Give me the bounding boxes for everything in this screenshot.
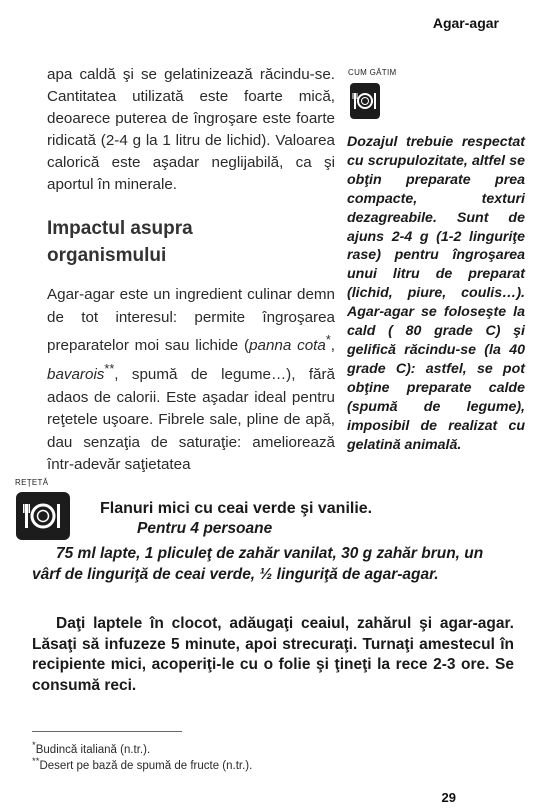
recipe-title: Flanuri mici cu ceai verde şi vanilie. (100, 500, 373, 517)
cum-gatim-box (347, 133, 525, 454)
footnote-2 (32, 756, 252, 772)
ingredients-text: 75 ml lapte, 1 pliculeţ de zahăr vanilat, 30 g zahăr brun, un vârf de linguriţă de ceai verde, ½ linguriţă de agar-agar. (32, 545, 484, 583)
cum-gatim-label: CUM GĂTIM (348, 68, 397, 77)
page-number: 29 (441, 790, 456, 805)
footnote-divider (32, 731, 182, 732)
section-heading-line1: Impactul asupra (47, 218, 193, 239)
plate-cutlery-icon (16, 492, 70, 540)
method-text: Daţi laptele în clocot, adăugaţi ceaiul, zahărul şi agar-agar. Lăsaţi să infuzeze 5 minute, apoi strecuraţi. Turnaţi amestecul în recipiente mici, acoperiţi-le cu o folie şi ţineţi la rece 2-3 ore. Se consumă reci. (32, 615, 514, 694)
section-heading-line2: organismului (47, 245, 167, 266)
recipe-ingredients (32, 544, 510, 585)
recipe-serving: Pentru 4 persoane (137, 520, 273, 537)
footnote-2-mark: ** (32, 756, 40, 767)
body-sep: , (330, 337, 335, 355)
footnote-ref-2: ** (104, 361, 115, 376)
footnote-1 (32, 740, 150, 756)
body-text-a: Agar-agar este un ingredient culinar demn de tot interesul: permite îngroşarea preparatelor moi sau lichide ( (47, 286, 335, 355)
footnote-ref-1: * (325, 333, 331, 348)
recipe-method (32, 614, 514, 696)
term-panna-cota: panna cota (249, 337, 326, 355)
body-paragraph (47, 284, 335, 477)
term-bavarois: bavarois (47, 365, 105, 383)
footnote-1-text: Budincă italiană (n.tr.). (35, 743, 151, 756)
running-header: Agar-agar (432, 15, 499, 31)
body-text (47, 284, 335, 477)
cum-gatim-text: Dozajul trebuie respectat cu scrupulozitate, altfel se obţin preparate prea compacte, texturi dezagreabile. Sunt de ajuns 2-4 g (1-2 linguriţe rase) pentru îngroşarea unui litru de preparat (lichid, piure, coulis…). Agar-agar se foloseşte la cald ( 80 grade C) şi gelifică răcindu-se (la 40 grade C): astfel, se pot obţine preparate calde (spumă de legume), imposibil de realizat cu gelatină animală. (347, 134, 525, 453)
plate-cutlery-icon (350, 83, 380, 119)
intro-text: apa caldă şi se gelatinizează răcindu-se. Cantitatea utilizată este foarte mică, deoarece puterea de îngroşare este foarte ridicată (2-4 g la 1 litru de lichid). Valoarea calorică este aşadar neglijabilă, ca şi aportul în minerale. (47, 66, 335, 193)
body-text-b: , spumă de legume…), fără adaos de calorii. Este aşadar ideal pentru reţetele uşoare. Fibrele sale, pline de apă, dau senzaţia de saturaţie: ameliorează într-adevăr saţietatea (47, 365, 335, 474)
footnote-2-text: Desert pe bază de spumă de fructe (n.tr.). (39, 759, 253, 772)
footnote-1-mark: * (32, 740, 36, 751)
section-heading (47, 215, 327, 269)
reteta-label: REŢETĂ (15, 478, 49, 487)
intro-paragraph (47, 64, 335, 196)
